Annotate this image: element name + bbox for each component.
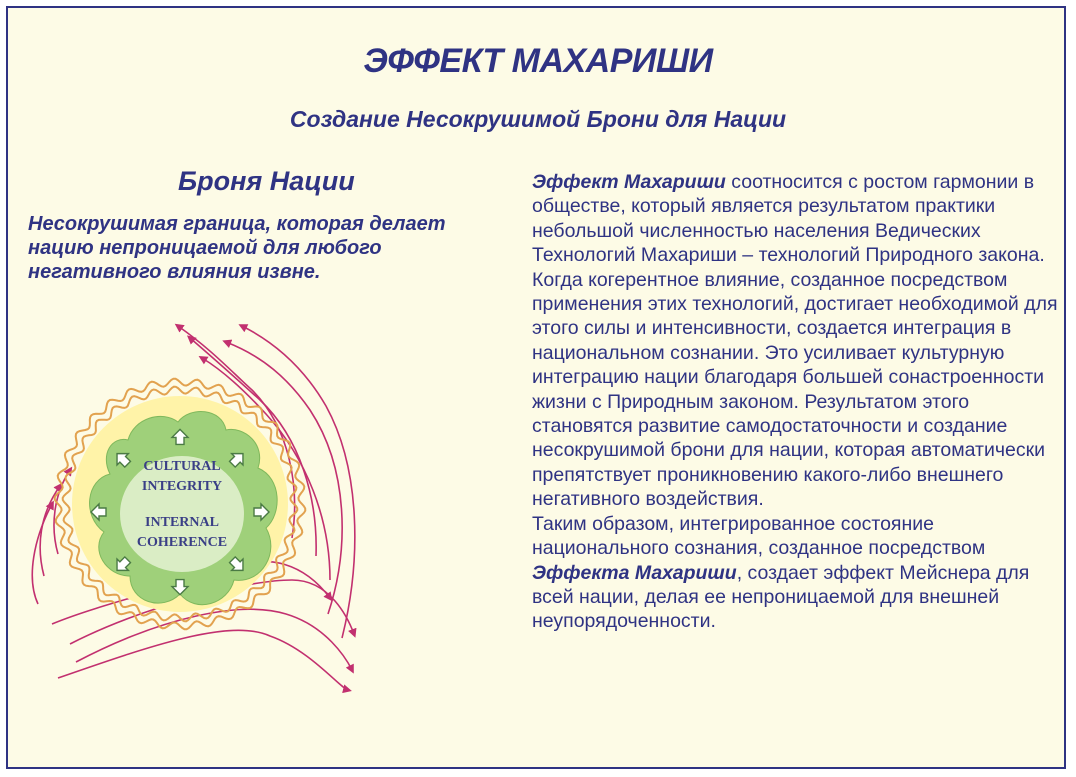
diagram-label-cultural: CULTURAL <box>143 459 221 474</box>
body-paragraph-2-start: Таким образом, интегрированное состояние национального сознания, созданное посредством <box>532 512 986 560</box>
body-emphasis-2: Эффекта Махариши <box>532 561 737 584</box>
body-paragraph-2-end: , создает эффект Мейснера для всей нации, делая ее непроницаемой для внешней неупорядоченности. <box>532 561 1030 633</box>
left-lead-text: Несокрушимая граница, которая делает нацию непроницаемой для любого негативного влияния извне. <box>28 213 446 283</box>
body-paragraph-1-text: соотносится с ростом гармонии в обществе, который является результатом практики небольшой численностью населения Ведических Технологий Махариши – технологий Природного закона. Когда когерентное влияние, созданное посредством применения этих технологий, достигает необходимой для этого силы и интенсивности, создается интеграция в национальном сознании. Это усиливает культурную интеграцию нации благодаря большей сонастроенности жизни с Природным законом. Результатом этого становятся развитие самодостаточности и создание несокрушимой брони для нации, которая автоматически препятствует проникновению какого-либо внешнего негативного воздействия. <box>532 171 1058 511</box>
body-paragraph-2 <box>532 512 1062 634</box>
page-subtitle: Создание Несокрушимой Брони для Нации <box>289 106 787 132</box>
body-emphasis-1: Эффект Махариши <box>532 171 726 193</box>
diagram-label-coherence: COHERENCE <box>136 535 228 550</box>
diagram-label-internal: INTERNAL <box>145 515 219 530</box>
field-line <box>58 630 348 690</box>
left-heading: Броня Нации <box>178 166 355 196</box>
diagram-label-integrity: INTEGRITY <box>141 479 223 494</box>
page-title: ЭФФЕКТ МАХАРИШИ <box>363 42 713 80</box>
body-paragraph-1 <box>532 170 1062 512</box>
nation-armor-diagram <box>30 318 360 708</box>
body-text <box>532 170 1062 634</box>
field-line <box>32 504 52 604</box>
